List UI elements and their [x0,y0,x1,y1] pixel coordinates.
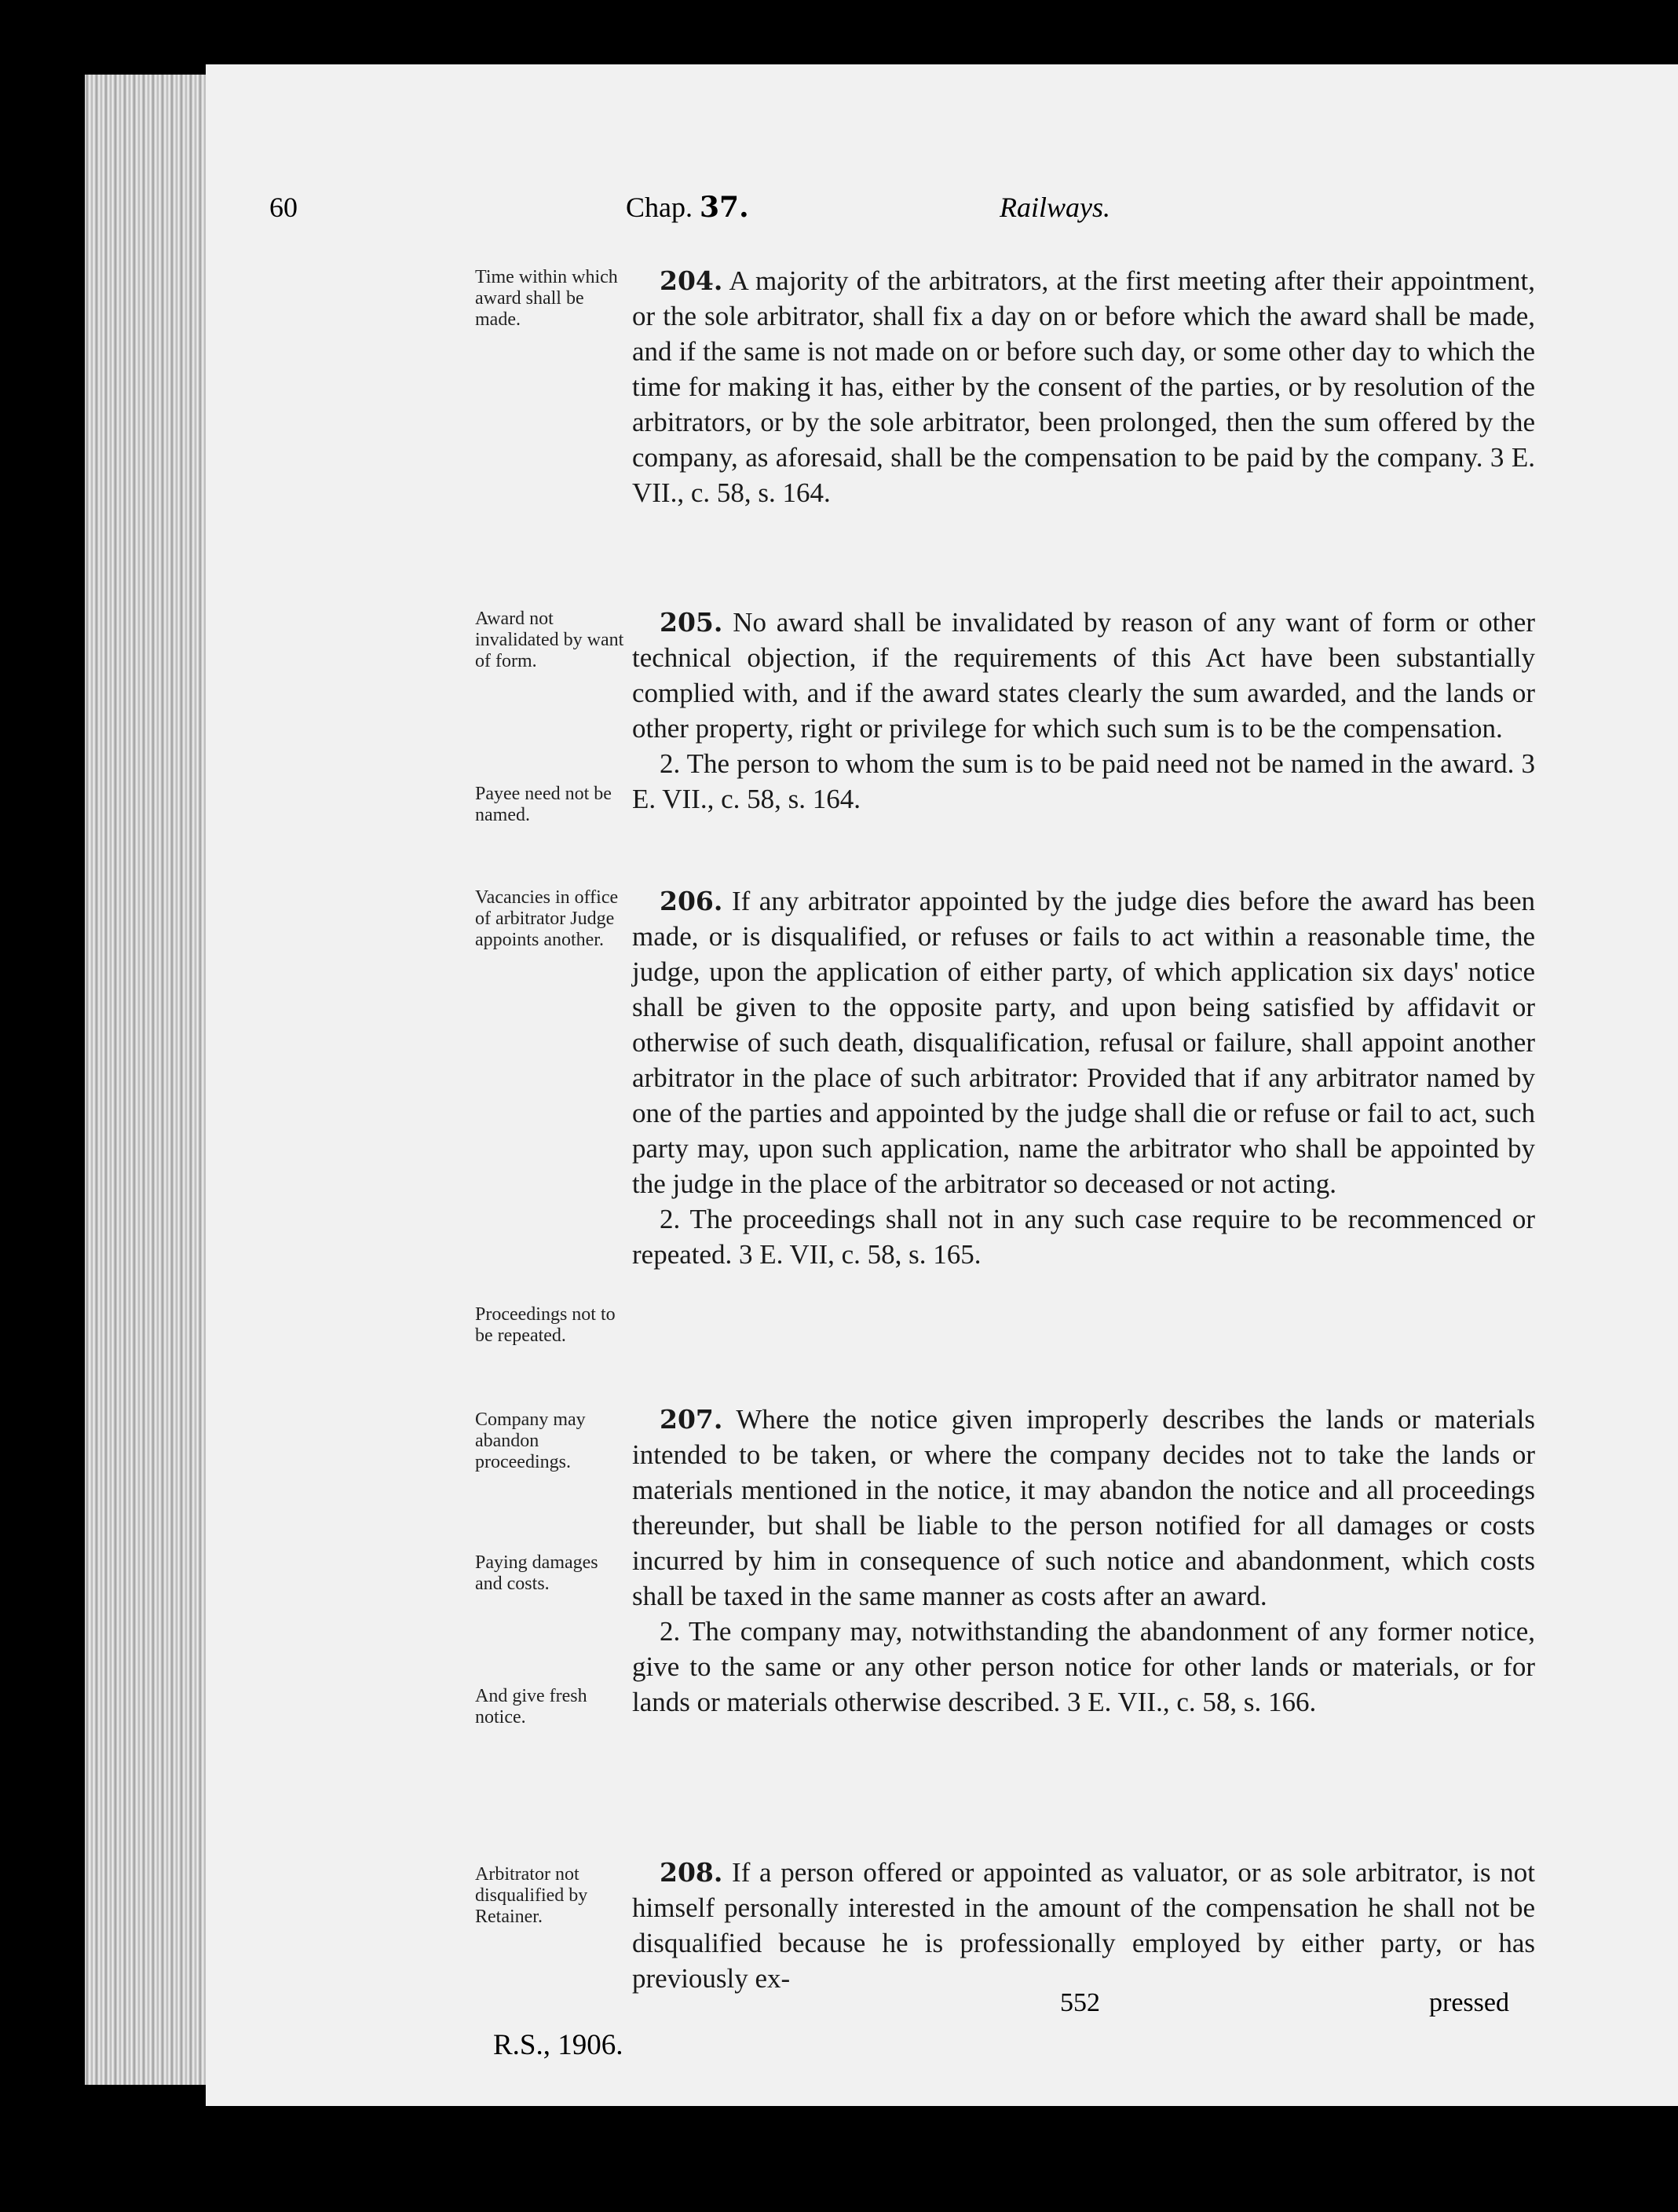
paragraph-text: No award shall be invalidated by reason of any want of form or other technical objection, if the requirements of this Act have been substantially complied with, and if the award states clearly the sum awarded, and the lands or other property, right or privilege for which such sum is to be the compensation. [632,607,1535,744]
section-paragraph [632,1402,1535,1614]
section-paragraph: 2. The company may, notwithstanding the abandonment of any former notice, give to the same or any other person notice for other lands or materials, or for lands or materials otherwise described. 3 E. VII., c. 58, s. 166. [632,1616,1535,1717]
section-body [632,1855,1535,1996]
header-chapter [626,191,749,224]
margin-note: Award not invalidated by want of form. [475,609,624,671]
margin-notes [475,1304,628,1347]
section-body [632,605,1535,817]
margin-notes [475,887,628,951]
section-number: 205. [660,607,723,638]
section-paragraph [632,605,1535,746]
margin-notes [475,609,628,672]
running-header [269,191,1133,234]
paragraph-text: If a person offered or appointed as valuator, or as sole arbitrator, is not himself personally interested in the amount of the compensation he shall not be disqualified because he is professionally employed by either party, or has previously ex- [632,1857,1535,1994]
page-number-bottom: 552 [1060,1988,1100,2017]
margin-note: Payee need not be named. [475,784,612,825]
margin-note: Paying damages and costs. [475,1552,598,1594]
section-body [632,883,1535,1272]
section-body [632,263,1535,510]
margin-note: Time within which award shall be made. [475,267,618,330]
section-body [632,1402,1535,1720]
margin-note: Proceedings not to be repeated. [475,1304,616,1346]
section-number: 207. [660,1404,723,1435]
chapter-number: 37. [700,191,749,224]
paragraph-text: A majority of the arbitrators, at the first meeting after their appointment, or the sole arbitrator, shall fix a day on or before which the award shall be made, and if the same is not made on or before such day, or some other day to which the time for making it has, either by the consent of the parties, or by resolution of the arbitrators, or by the sole arbitrator, been prolonged, then the sum offered by the company, as aforesaid, shall be the compensation to be paid by the company. 3 E. VII., c. 58, s. 164. [632,265,1535,508]
margin-notes [475,1864,628,1928]
margin-notes [475,784,628,826]
section-paragraph [632,883,1535,1201]
margin-note: Company may abandon proceedings. [475,1409,586,1472]
paragraph-text: Where the notice given improperly describes the lands or materials intended to be taken, or where the company decides not to take the lands or materials mentioned in the notice, it may abandon the notice and all proceedings thereunder, but shall be liable to the person notified for all damages or costs incurred by him in consequence of such notice and abandonment, which costs shall be taxed in the same manner as costs after an award. [632,1404,1535,1611]
section-number: 208. [660,1857,723,1888]
catchword: pressed [1429,1988,1509,2017]
paragraph-text: If any arbitrator appointed by the judge dies before the award has been made, or is disqualified, or refuses or fails to act within a reasonable time, the judge, upon the application of either party, of which application six days' notice shall be given to the opposite party, and upon being satisfied by affidavit or otherwise of such death, disqualification, refusal or failure, shall appoint another arbitrator in the place of such arbitrator: Provided that if any arbitrator named by one of the parties and appointed by the judge shall die or refuse or fail to act, such party may, upon such application, name the arbitrator who shall be appointed by the judge in the place of the arbitrator so deceased or not acting. [632,886,1535,1199]
header-page-number: 60 [269,192,298,223]
margin-notes [475,1552,628,1595]
margin-notes [475,1686,628,1728]
margin-note: Vacancies in office of arbitrator Judge appoints another. [475,887,619,950]
margin-note: Arbitrator not disqualified by Retainer. [475,1864,588,1927]
book-page-edges [85,75,214,2085]
margin-notes [475,1409,628,1473]
section-paragraph: 2. The proceedings shall not in any such case require to be recommenced or repeated. 3 E. VII, c. 58, s. 165. [632,1204,1535,1270]
section-paragraph [632,1855,1535,1996]
section-paragraph [632,263,1535,510]
section-paragraph: 2. The person to whom the sum is to be paid need not be named in the award. 3 E. VII., c. 58, s. 164. [632,748,1535,814]
section-number: 204. [660,265,723,296]
footer-edition: R.S., 1906. [493,2029,623,2061]
margin-notes [475,267,628,331]
margin-note: And give fresh notice. [475,1686,587,1728]
section-number: 206. [660,886,723,916]
chapter-prefix: Chap. [626,192,693,223]
header-title: Railways. [1000,192,1110,223]
